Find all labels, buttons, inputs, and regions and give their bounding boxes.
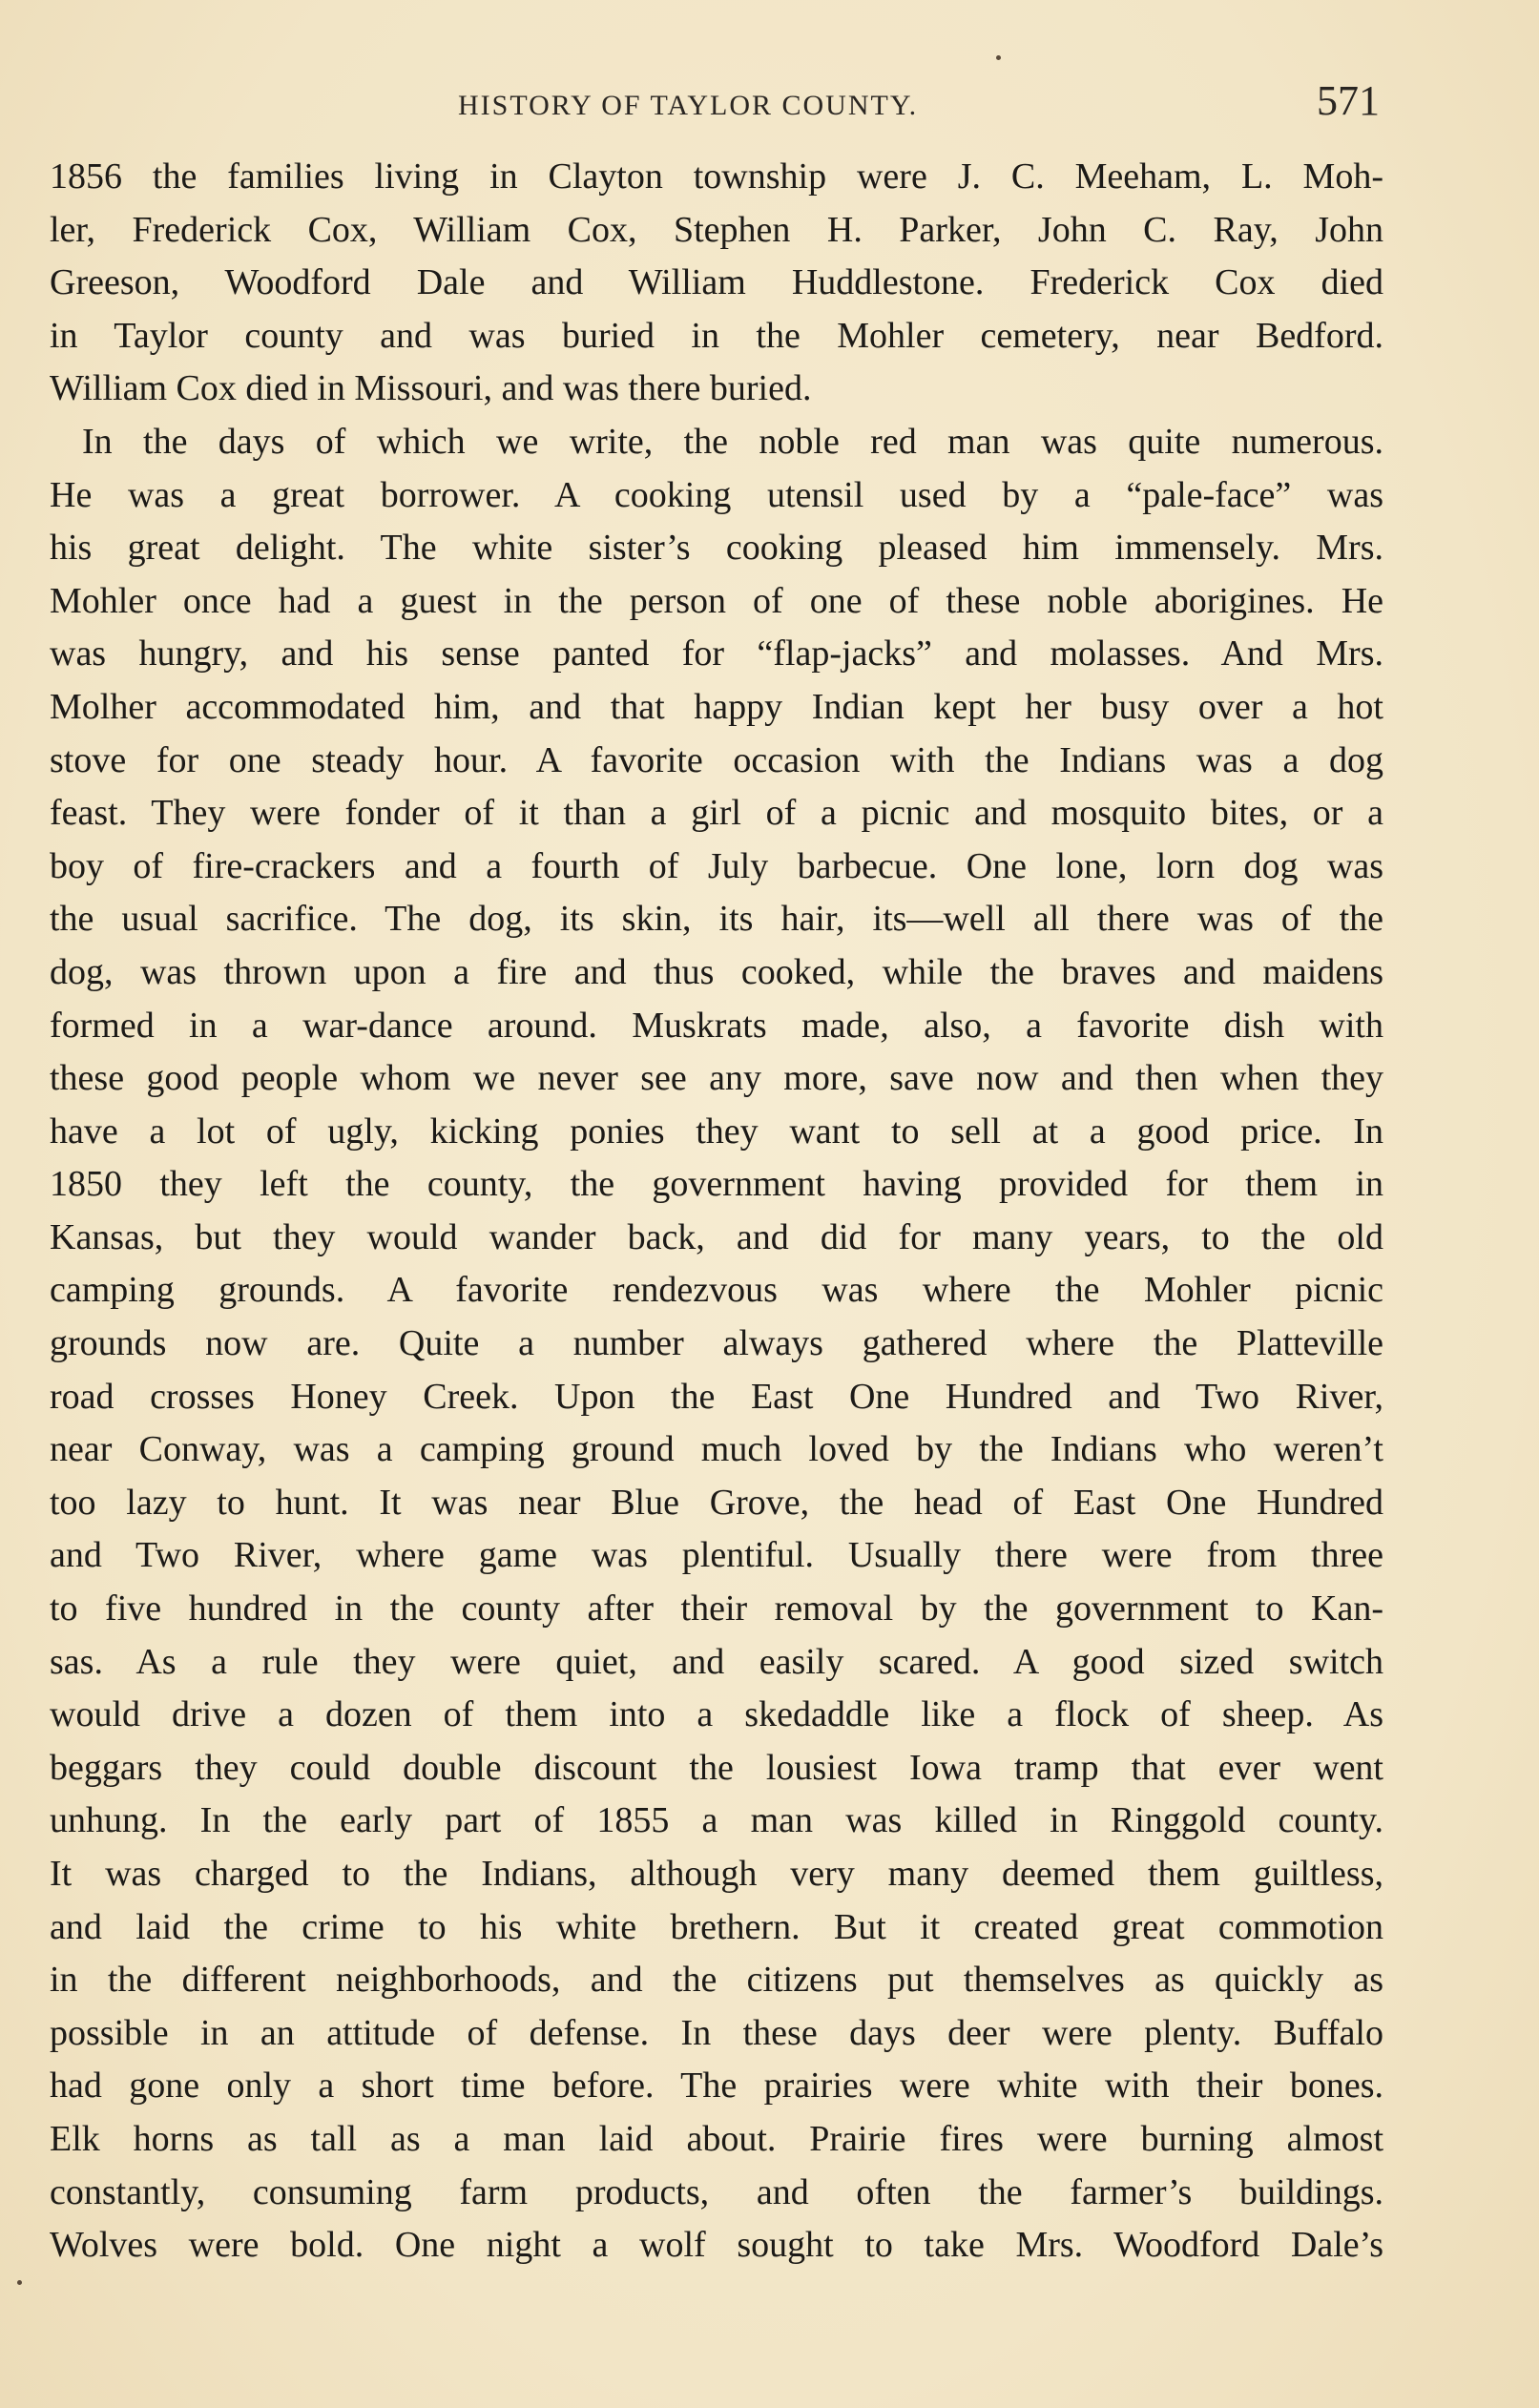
- text-line: the usual sacrifice. The dog, its skin, its hair, its—well all there was of the: [50, 899, 1383, 940]
- ink-speck: [996, 55, 1001, 60]
- text-line: possible in an attitude of defense. In these days deer were plenty. Buffalo: [50, 2012, 1383, 2053]
- text-line: grounds now are. Quite a number always gathered where the Platteville: [50, 1323, 1383, 1364]
- text-line: in Taylor county and was buried in the Mohler cemetery, near Bedford.: [50, 315, 1383, 356]
- text-line: formed in a war-dance around. Muskrats made, also, a favorite dish with: [50, 1005, 1383, 1046]
- text-line: these good people whom we never see any more, save now and then when they: [50, 1058, 1383, 1099]
- text-line: near Conway, was a camping ground much loved by the Indians who weren’t: [50, 1429, 1383, 1470]
- text-line: Wolves were bold. One night a wolf sought to take Mrs. Woodford Dale’s: [50, 2225, 1383, 2266]
- text-line: sas. As a rule they were quiet, and easily scared. A good sized switch: [50, 1641, 1383, 1682]
- text-line: camping grounds. A favorite rendezvous was where the Mohler picnic: [50, 1270, 1383, 1311]
- text-line: his great delight. The white sister’s cooking pleased him immensely. Mrs.: [50, 528, 1383, 569]
- page-header: [0, 76, 1539, 134]
- text-line: In the days of which we write, the noble red man was quite numerous.: [82, 421, 1383, 462]
- text-line: 1856 the families living in Clayton township were J. C. Meeham, L. Moh-: [50, 156, 1383, 197]
- body-text: [50, 151, 1383, 2273]
- text-line: Elk horns as tall as a man laid about. Prairie fires were burning almost: [50, 2118, 1383, 2159]
- text-line: Mohler once had a guest in the person of one of these noble aborigines. He: [50, 580, 1383, 621]
- text-line: have a lot of ugly, kicking ponies they want to sell at a good price. In: [50, 1111, 1383, 1152]
- text-line: in the different neighborhoods, and the citizens put themselves as quickly as: [50, 1960, 1383, 2001]
- text-line: too lazy to hunt. It was near Blue Grove, the head of East One Hundred: [50, 1482, 1383, 1523]
- text-line: and Two River, where game was plentiful. Usually there were from three: [50, 1535, 1383, 1576]
- text-line: and laid the crime to his white brethern. But it created great commotion: [50, 1906, 1383, 1947]
- text-line: William Cox died in Missouri, and was there buried.: [50, 368, 812, 409]
- text-line: It was charged to the Indians, although very many deemed them guiltless,: [50, 1854, 1383, 1894]
- text-line: to five hundred in the county after their removal by the government to Kan-: [50, 1588, 1383, 1630]
- page-number: 571: [1317, 77, 1380, 124]
- text-line: stove for one steady hour. A favorite occasion with the Indians was a dog: [50, 739, 1383, 780]
- text-line: was hungry, and his sense panted for “flap-jacks” and molasses. And Mrs.: [50, 633, 1383, 675]
- running-head: HISTORY OF TAYLOR COUNTY.: [458, 90, 919, 121]
- ink-speck: [17, 2280, 22, 2285]
- text-line: had gone only a short time before. The prairies were white with their bones.: [50, 2065, 1383, 2107]
- text-line: Greeson, Woodford Dale and William Huddlestone. Frederick Cox died: [50, 262, 1383, 303]
- text-line: beggars they could double discount the lousiest Iowa tramp that ever went: [50, 1747, 1383, 1788]
- text-line: feast. They were fonder of it than a girl of a picnic and mosquito bites, or a: [50, 793, 1383, 834]
- text-line: He was a great borrower. A cooking utensil used by a “pale-face” was: [50, 474, 1383, 515]
- text-line: constantly, consuming farm products, and often the farmer’s buildings.: [50, 2171, 1383, 2212]
- text-line: dog, was thrown upon a fire and thus cooked, while the braves and maidens: [50, 951, 1383, 992]
- text-line: Kansas, but they would wander back, and did for many years, to the old: [50, 1216, 1383, 1257]
- text-line: ler, Frederick Cox, William Cox, Stephen H. Parker, John C. Ray, John: [50, 209, 1383, 250]
- text-line: road crosses Honey Creek. Upon the East One Hundred and Two River,: [50, 1376, 1383, 1417]
- text-line: 1850 they left the county, the government having provided for them in: [50, 1164, 1383, 1205]
- text-line: boy of fire-crackers and a fourth of July barbecue. One lone, lorn dog was: [50, 845, 1383, 886]
- text-line: Molher accommodated him, and that happy Indian kept her busy over a hot: [50, 686, 1383, 727]
- text-line: would drive a dozen of them into a skedaddle like a flock of sheep. As: [50, 1694, 1383, 1735]
- text-line: unhung. In the early part of 1855 a man was killed in Ringgold county.: [50, 1800, 1383, 1841]
